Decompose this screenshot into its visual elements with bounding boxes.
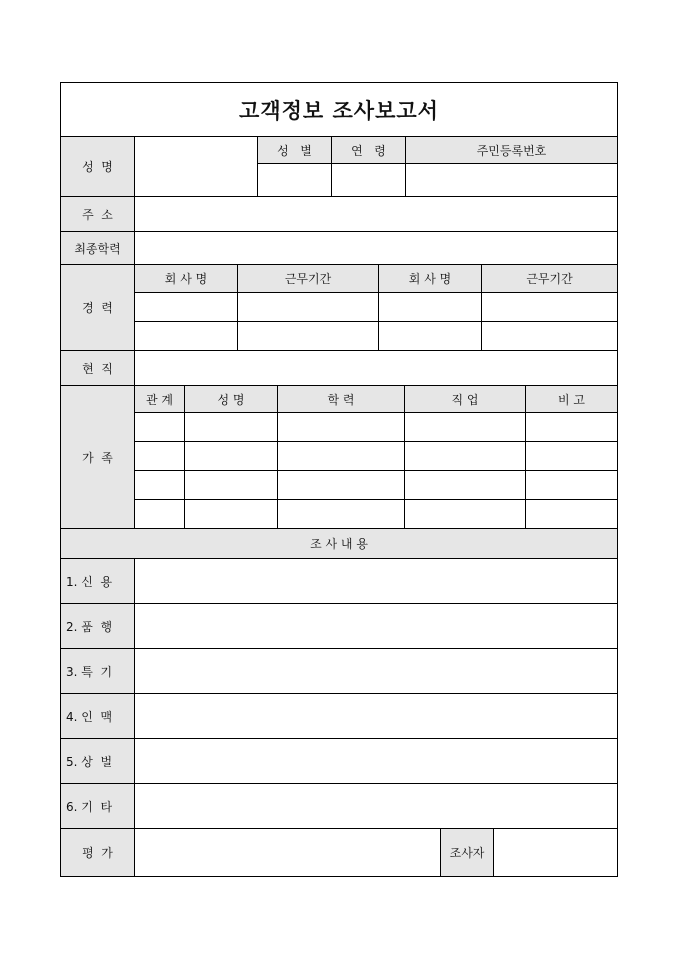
family-cell[interactable] (185, 413, 278, 442)
career-company-header-1: 회 사 명 (135, 265, 238, 293)
address-label: 주 소 (61, 197, 135, 232)
career-period-field[interactable] (482, 322, 617, 351)
survey-item-other-field[interactable] (135, 784, 617, 829)
gender-label: 성 별 (258, 137, 332, 164)
family-cell[interactable] (526, 500, 617, 529)
family-name-header: 성 명 (185, 386, 278, 413)
survey-item-credit-label: 1. 신 용 (61, 559, 135, 604)
survey-item-other-label: 6. 기 타 (61, 784, 135, 829)
career-company-header-2: 회 사 명 (379, 265, 482, 293)
name-label: 성 명 (61, 137, 135, 197)
evaluation-label: 평 가 (61, 829, 135, 876)
survey-item-network-field[interactable] (135, 694, 617, 739)
career-period-field[interactable] (238, 322, 379, 351)
family-cell[interactable] (526, 413, 617, 442)
career-company-field[interactable] (379, 293, 482, 322)
career-period-header-1: 근무기간 (238, 265, 379, 293)
survey-item-network-label: 4. 인 맥 (61, 694, 135, 739)
rrn-label: 주민등록번호 (406, 137, 617, 164)
family-note-header: 비 고 (526, 386, 617, 413)
survey-item-reward-field[interactable] (135, 739, 617, 784)
survey-item-skill-label: 3. 특 기 (61, 649, 135, 694)
family-cell[interactable] (135, 413, 185, 442)
education-label: 최종학력 (61, 232, 135, 265)
career-period-field[interactable] (482, 293, 617, 322)
career-period-field[interactable] (238, 293, 379, 322)
surveyor-label: 조사자 (441, 829, 494, 876)
age-field[interactable] (332, 164, 406, 197)
family-cell[interactable] (526, 442, 617, 471)
survey-header: 조 사 내 용 (61, 529, 617, 559)
address-field[interactable] (135, 197, 617, 232)
family-cell[interactable] (278, 500, 405, 529)
evaluation-field[interactable] (135, 829, 441, 876)
page-title: 고객정보 조사보고서 (61, 83, 617, 137)
surveyor-field[interactable] (494, 829, 617, 876)
career-company-field[interactable] (135, 293, 238, 322)
family-cell[interactable] (135, 442, 185, 471)
current-job-field[interactable] (135, 351, 617, 386)
rrn-field[interactable] (406, 164, 617, 197)
family-cell[interactable] (405, 500, 526, 529)
family-cell[interactable] (278, 413, 405, 442)
age-label: 연 령 (332, 137, 406, 164)
family-cell[interactable] (278, 471, 405, 500)
family-cell[interactable] (185, 500, 278, 529)
survey-item-credit-field[interactable] (135, 559, 617, 604)
gender-field[interactable] (258, 164, 332, 197)
family-label: 가 족 (61, 386, 135, 529)
career-period-header-2: 근무기간 (482, 265, 617, 293)
family-cell[interactable] (405, 442, 526, 471)
current-job-label: 현 직 (61, 351, 135, 386)
family-cell[interactable] (185, 442, 278, 471)
family-cell[interactable] (405, 471, 526, 500)
family-cell[interactable] (278, 442, 405, 471)
career-company-field[interactable] (135, 322, 238, 351)
survey-item-reward-label: 5. 상 벌 (61, 739, 135, 784)
career-label: 경 력 (61, 265, 135, 351)
survey-item-conduct-field[interactable] (135, 604, 617, 649)
family-cell[interactable] (135, 471, 185, 500)
family-occupation-header: 직 업 (405, 386, 526, 413)
career-company-field[interactable] (379, 322, 482, 351)
survey-item-skill-field[interactable] (135, 649, 617, 694)
family-relation-header: 관 계 (135, 386, 185, 413)
name-field[interactable] (135, 137, 258, 197)
family-cell[interactable] (185, 471, 278, 500)
family-cell[interactable] (526, 471, 617, 500)
family-cell[interactable] (135, 500, 185, 529)
education-field[interactable] (135, 232, 617, 265)
family-cell[interactable] (405, 413, 526, 442)
report-form (60, 82, 618, 877)
family-education-header: 학 력 (278, 386, 405, 413)
survey-item-conduct-label: 2. 품 행 (61, 604, 135, 649)
